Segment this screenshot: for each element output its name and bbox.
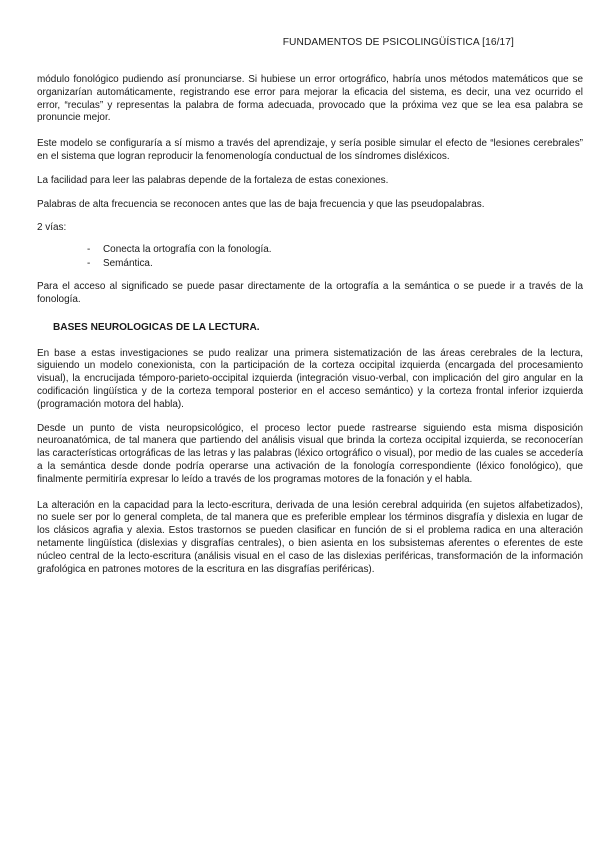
running-header: [0, 37, 600, 51]
paragraph-dos-vias: 2 vías:: [37, 222, 67, 234]
paragraph-modelo-aprendizaje: Este modelo se configuraría a sí mismo a través del aprendizaje, y sería posible simular el efecto de “lesiones cerebrales” en el sistema que logran reproducir la fenomenología conductual de los síndromes disléxicos.: [37, 138, 583, 162]
paragraph-sistematizacion: En base a estas investigaciones se pudo realizar una primera sistematización de las áreas cerebrales de la lectura, siguiendo un modelo conexionista, con la participación de la corteza occipital izquierda (encargada del procesamiento visual), la encrucijada témporo-parieto-occipital izquierda (integración visuo-verbal, con implicación del giro angular en la codificación lingüística y de la corteza temporal posterior en el acceso semántico) y la corteza frontal inferior izquierda (programación motora del habla).: [37, 347, 583, 410]
paragraph-facilidad-lectura: La facilidad para leer las palabras depende de la fortaleza de estas conexiones.: [37, 174, 389, 186]
paragraph-modulo-fonologico: módulo fonológico pudiendo así pronunciarse. Si hubiese un error ortográfico, habría unos métodos matemáticos que se organizarían automáticamente, registrando ese error para mejorar la eficacia del sistema, es decir, una vez ocurrido el error, “reculas” y representas la palabra de forma adecuada, provocado que la próxima vez que se lea esa palabra se pronuncie mejor.: [37, 74, 583, 124]
paragraph-alteracion: La alteración en la capacidad para la lecto-escritura, derivada de una lesión cerebral adquirida (en sujetos alfabetizados), no suele ser por lo general completa, de tal manera que es preferible emplear los términos disgrafía y dislexia en lugar de los clásicos agrafia y alexia. Estos trastornos se pueden clasificar en función de si el problema radica en una alteración netamente lingüística (dislexias y disgrafías centrales), o bien asienta en los subsistemas aferentes o eferentes de este núcleo central de la lecto-escritura (análisis visual en el caso de las dislexias periféricas, transformación de la información grafológica en patrones motores de la escritura en las disgrafías periféricas).: [37, 499, 583, 575]
list-dash: -: [87, 244, 91, 256]
list-item: [37, 257, 583, 271]
paragraph-neuropsicologico: Desde un punto de vista neuropsicológico, el proceso lector puede rastrearse siguiendo esta misma disposición neuroanatómica, de tal manera que partiendo del análisis visual que brinda la corteza occipital izquierda, se reconocerían las características ortográficas de las letras y las palabras (léxico ortográfico o visual), por medio de las cuales se accedería a la semántica desde donde podría operarse una activación de la fonología correspondiente (léxico fonológico), que finalmente permitiría expresar lo leído a través de los programas motores de la fonación y el habla.: [37, 422, 583, 485]
list-dash: -: [87, 257, 91, 269]
paragraph-acceso-significado: Para el acceso al significado se puede pasar directamente de la ortografía a la semántica o se puede ir a través de la fonología.: [37, 281, 583, 305]
list-item-text: Conecta la ortografía con la fonología.: [103, 244, 272, 256]
list-item-text: Semántica.: [103, 257, 153, 269]
running-header-title: FUNDAMENTOS DE PSICOLINGÜÍSTICA [16/17]: [282, 37, 514, 48]
page-body: [37, 74, 583, 576]
vias-list: [37, 243, 583, 270]
list-item: [37, 243, 583, 257]
section-heading: BASES NEUROLOGICAS DE LA LECTURA.: [53, 321, 260, 333]
paragraph-alta-frecuencia: Palabras de alta frecuencia se reconocen antes que las de baja frecuencia y que las pseudopalabras.: [37, 198, 485, 210]
